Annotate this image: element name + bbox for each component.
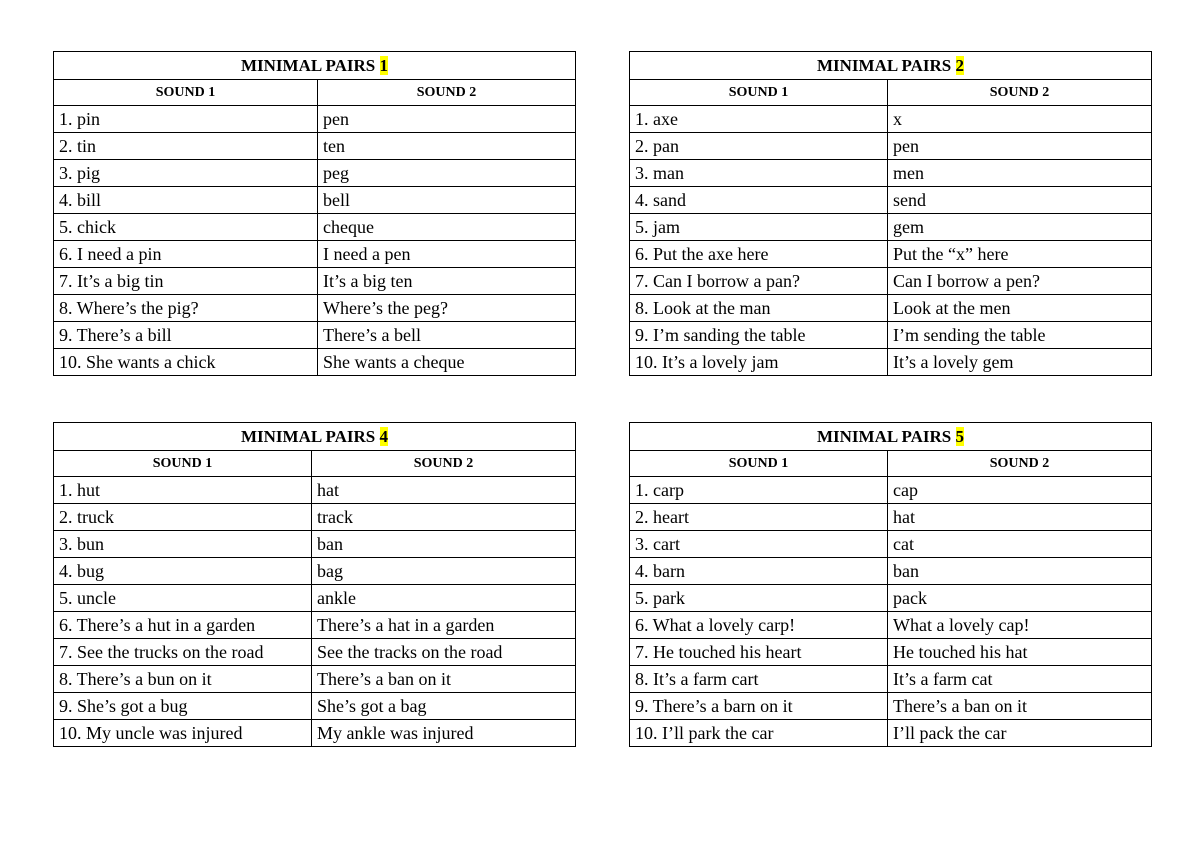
sound-1-cell: 1. axe [630, 106, 888, 133]
table-title-text: MINIMAL PAIRS [816, 426, 952, 446]
table-title [54, 52, 576, 80]
sound-1-cell: 7. It’s a big tin [54, 268, 318, 295]
sound-1-cell: 1. pin [54, 106, 318, 133]
sound-1-cell: 5. park [630, 585, 888, 612]
sound-2-cell: gem [888, 214, 1152, 241]
column-header-sound-1: SOUND 1 [630, 451, 888, 477]
sound-2-cell: ankle [312, 585, 576, 612]
sound-1-cell: 9. She’s got a bug [54, 693, 312, 720]
sound-2-cell: Look at the men [888, 295, 1152, 322]
sound-2-cell: It’s a big ten [318, 268, 576, 295]
column-header-sound-1: SOUND 1 [630, 80, 888, 106]
table-row [54, 504, 576, 531]
table-title [54, 423, 576, 451]
table-row [54, 558, 576, 585]
table-row [54, 187, 576, 214]
table-title-row [630, 52, 1152, 80]
sound-2-cell: bag [312, 558, 576, 585]
sound-1-cell: 3. man [630, 160, 888, 187]
minimal-pairs-table-2 [629, 51, 1152, 376]
sound-2-cell: Can I borrow a pen? [888, 268, 1152, 295]
table-row [54, 612, 576, 639]
table-number-highlight: 2 [955, 55, 965, 75]
table-title-text: MINIMAL PAIRS [816, 55, 952, 75]
sound-1-cell: 3. pig [54, 160, 318, 187]
sound-2-cell: ban [312, 531, 576, 558]
sound-2-cell: pen [888, 133, 1152, 160]
sound-1-cell: 9. There’s a bill [54, 322, 318, 349]
sound-1-cell: 2. pan [630, 133, 888, 160]
sound-1-cell: 10. My uncle was injured [54, 720, 312, 747]
sound-2-cell: She wants a cheque [318, 349, 576, 376]
table-title-row [54, 423, 576, 451]
sound-2-cell: Where’s the peg? [318, 295, 576, 322]
table-row [54, 133, 576, 160]
table-row [630, 558, 1152, 585]
table-row [54, 720, 576, 747]
sound-2-cell: cap [888, 477, 1152, 504]
table-row [630, 187, 1152, 214]
table-row [630, 241, 1152, 268]
table-number-highlight: 5 [955, 426, 965, 446]
sound-2-cell: It’s a farm cat [888, 666, 1152, 693]
column-header-sound-2: SOUND 2 [318, 80, 576, 106]
sound-2-cell: track [312, 504, 576, 531]
sound-1-cell: 6. What a lovely carp! [630, 612, 888, 639]
table-row [630, 666, 1152, 693]
sound-1-cell: 8. Look at the man [630, 295, 888, 322]
table-row [630, 639, 1152, 666]
table-row [630, 322, 1152, 349]
minimal-pairs-table-4 [53, 422, 576, 747]
table-row [630, 295, 1152, 322]
table-title [630, 52, 1152, 80]
table-row [630, 720, 1152, 747]
sound-2-cell: I need a pen [318, 241, 576, 268]
table-row [630, 214, 1152, 241]
sound-2-cell: pack [888, 585, 1152, 612]
sound-2-cell: bell [318, 187, 576, 214]
sound-1-cell: 1. carp [630, 477, 888, 504]
sound-2-cell: ban [888, 558, 1152, 585]
table-row [54, 477, 576, 504]
column-header-sound-2: SOUND 2 [888, 451, 1152, 477]
table-row [630, 693, 1152, 720]
table-row [630, 585, 1152, 612]
table-row [630, 349, 1152, 376]
sound-1-cell: 8. It’s a farm cart [630, 666, 888, 693]
sound-1-cell: 5. uncle [54, 585, 312, 612]
sound-1-cell: 3. bun [54, 531, 312, 558]
sound-1-cell: 1. hut [54, 477, 312, 504]
table-number-highlight: 4 [379, 426, 389, 446]
sound-1-cell: 2. tin [54, 133, 318, 160]
sound-2-cell: I’ll pack the car [888, 720, 1152, 747]
sound-1-cell: 2. heart [630, 504, 888, 531]
sound-1-cell: 10. It’s a lovely jam [630, 349, 888, 376]
sound-1-cell: 9. There’s a barn on it [630, 693, 888, 720]
table-row [630, 531, 1152, 558]
sound-2-cell: She’s got a bag [312, 693, 576, 720]
sound-2-cell: He touched his hat [888, 639, 1152, 666]
column-header-sound-2: SOUND 2 [312, 451, 576, 477]
table-row [54, 349, 576, 376]
column-header-sound-1: SOUND 1 [54, 80, 318, 106]
sound-2-cell: x [888, 106, 1152, 133]
table-title [630, 423, 1152, 451]
sound-1-cell: 8. There’s a bun on it [54, 666, 312, 693]
table-row [630, 106, 1152, 133]
sound-2-cell: hat [312, 477, 576, 504]
sound-2-cell: There’s a ban on it [888, 693, 1152, 720]
table-row [630, 477, 1152, 504]
table-header-row [54, 80, 576, 106]
sound-1-cell: 3. cart [630, 531, 888, 558]
table-row [630, 504, 1152, 531]
sound-1-cell: 9. I’m sanding the table [630, 322, 888, 349]
sound-1-cell: 4. barn [630, 558, 888, 585]
table-row [54, 322, 576, 349]
column-header-sound-1: SOUND 1 [54, 451, 312, 477]
sound-1-cell: 4. bug [54, 558, 312, 585]
table-number-highlight: 1 [379, 55, 389, 75]
table-row [54, 639, 576, 666]
sound-1-cell: 8. Where’s the pig? [54, 295, 318, 322]
sound-2-cell: hat [888, 504, 1152, 531]
sound-1-cell: 6. There’s a hut in a garden [54, 612, 312, 639]
sound-2-cell: peg [318, 160, 576, 187]
sound-2-cell: There’s a ban on it [312, 666, 576, 693]
table-row [54, 531, 576, 558]
sound-1-cell: 2. truck [54, 504, 312, 531]
table-row [630, 612, 1152, 639]
sound-1-cell: 10. I’ll park the car [630, 720, 888, 747]
table-title-row [630, 423, 1152, 451]
table-row [54, 160, 576, 187]
table-row [630, 133, 1152, 160]
sound-2-cell: pen [318, 106, 576, 133]
table-row [54, 693, 576, 720]
sound-1-cell: 4. sand [630, 187, 888, 214]
table-header-row [630, 80, 1152, 106]
sound-2-cell: I’m sending the table [888, 322, 1152, 349]
sound-2-cell: Put the “x” here [888, 241, 1152, 268]
sound-2-cell: men [888, 160, 1152, 187]
sound-1-cell: 7. He touched his heart [630, 639, 888, 666]
table-header-row [54, 451, 576, 477]
table-header-row [630, 451, 1152, 477]
sound-2-cell: There’s a hat in a garden [312, 612, 576, 639]
sound-2-cell: What a lovely cap! [888, 612, 1152, 639]
sound-1-cell: 5. jam [630, 214, 888, 241]
minimal-pairs-table-1 [53, 51, 576, 376]
sound-2-cell: ten [318, 133, 576, 160]
sound-2-cell: See the tracks on the road [312, 639, 576, 666]
sound-1-cell: 6. I need a pin [54, 241, 318, 268]
table-title-text: MINIMAL PAIRS [240, 55, 376, 75]
column-header-sound-2: SOUND 2 [888, 80, 1152, 106]
sound-2-cell: It’s a lovely gem [888, 349, 1152, 376]
sound-2-cell: cheque [318, 214, 576, 241]
sound-2-cell: cat [888, 531, 1152, 558]
table-row [630, 160, 1152, 187]
minimal-pairs-table-5 [629, 422, 1152, 747]
table-row [54, 268, 576, 295]
sound-1-cell: 7. Can I borrow a pan? [630, 268, 888, 295]
table-row [54, 666, 576, 693]
sound-1-cell: 10. She wants a chick [54, 349, 318, 376]
table-row [54, 585, 576, 612]
sound-2-cell: send [888, 187, 1152, 214]
sound-2-cell: My ankle was injured [312, 720, 576, 747]
table-row [630, 268, 1152, 295]
sound-2-cell: There’s a bell [318, 322, 576, 349]
table-title-row [54, 52, 576, 80]
table-row [54, 214, 576, 241]
table-row [54, 295, 576, 322]
sound-1-cell: 6. Put the axe here [630, 241, 888, 268]
sound-1-cell: 7. See the trucks on the road [54, 639, 312, 666]
sound-1-cell: 5. chick [54, 214, 318, 241]
table-row [54, 241, 576, 268]
sound-1-cell: 4. bill [54, 187, 318, 214]
table-row [54, 106, 576, 133]
table-title-text: MINIMAL PAIRS [240, 426, 376, 446]
